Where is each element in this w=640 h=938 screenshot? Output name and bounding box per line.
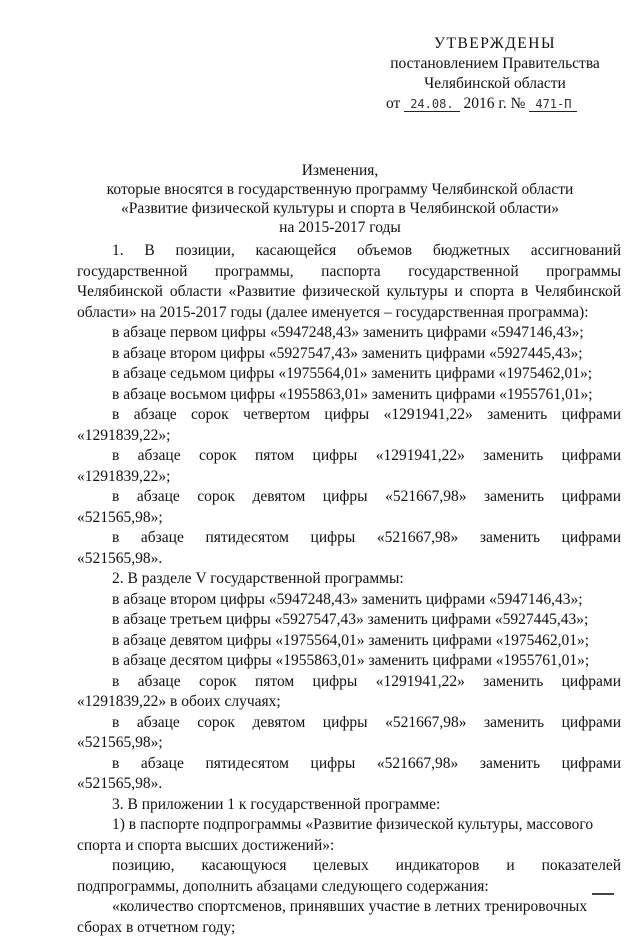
approval-date-line	[370, 94, 620, 114]
body-line: в абзаце пятидесятом цифры «521667,98» заменить цифрами	[77, 528, 621, 549]
body-line: «1291839,22» в обоих случаях;	[77, 692, 621, 713]
body-line: 1) в паспорте подпрограммы «Развитие физической культуры, массового	[77, 815, 621, 836]
body-line: «521565,98».	[77, 774, 621, 795]
body-line: 3. В приложении 1 к государственной программе:	[77, 795, 621, 816]
body-line: 1. В позиции, касающейся объемов бюджетных ассигнований	[77, 241, 621, 262]
body-line: области» на 2015-2017 годы (далее именуется – государственная программа):	[77, 303, 621, 324]
decree-number: 471-П	[529, 97, 577, 112]
decree-date: 24.08.	[404, 97, 459, 112]
body-line: в абзаце сорок девятом цифры «521667,98» заменить цифрами	[77, 487, 621, 508]
title-line: которые вносятся в государственную программу Челябинской области	[60, 180, 620, 199]
body-line: «1291839,22»;	[77, 467, 621, 488]
decree-year: 2016 г. №	[463, 95, 525, 112]
body-line: в абзаце седьмом цифры «1975564,01» заменить цифрами «1975462,01»;	[77, 364, 621, 385]
body-line: «1291839,22»;	[77, 426, 621, 447]
body-line: в абзаце сорок пятом цифры «1291941,22» заменить цифрами	[77, 446, 621, 467]
date-prefix: от	[386, 95, 400, 112]
title-line: на 2015-2017 годы	[60, 218, 620, 237]
body-line: в абзаце втором цифры «5947248,43» заменить цифрами «5947146,43»;	[77, 590, 621, 611]
body-line: государственной программы, паспорта государственной программы	[77, 262, 621, 283]
body-line: в абзаце первом цифры «5947248,43» заменить цифрами «5947146,43»;	[77, 323, 621, 344]
body-line: в абзаце восьмом цифры «1955863,01» заменить цифрами «1955761,01»;	[77, 385, 621, 406]
document-body	[77, 241, 621, 938]
approval-stamp	[370, 34, 620, 114]
document-title	[60, 161, 620, 237]
scan-mark	[592, 893, 614, 895]
approval-heading: УТВЕРЖДЕНЫ	[370, 34, 620, 54]
approval-region: Челябинской области	[370, 74, 620, 94]
body-line: в абзаце сорок девятом цифры «521667,98» заменить цифрами	[77, 713, 621, 734]
body-line: Челябинской области «Развитие физической культуры и спорта в Челябинской	[77, 282, 621, 303]
body-line: в абзаце сорок пятом цифры «1291941,22» заменить цифрами	[77, 672, 621, 693]
approval-authority: постановлением Правительства	[370, 54, 620, 74]
body-line: в абзаце девятом цифры «1975564,01» заменить цифрами «1975462,01»;	[77, 631, 621, 652]
body-line: в абзаце сорок четвертом цифры «1291941,22» заменить цифрами	[77, 405, 621, 426]
body-line: в абзаце пятидесятом цифры «521667,98» заменить цифрами	[77, 754, 621, 775]
body-line: «521565,98»;	[77, 508, 621, 529]
title-line: Изменения,	[60, 161, 620, 180]
body-line: сборах в отчетном году;	[77, 918, 621, 938]
body-line: спорта и спорта высших достижений»:	[77, 836, 621, 857]
body-line: 2. В разделе V государственной программы:	[77, 569, 621, 590]
body-line: «521565,98»;	[77, 733, 621, 754]
body-line: позицию, касающуюся целевых индикаторов и показателей	[77, 856, 621, 877]
body-line: в абзаце десятом цифры «1955863,01» заменить цифрами «1955761,01»;	[77, 651, 621, 672]
body-line: «521565,98».	[77, 549, 621, 570]
body-line: «количество спортсменов, принявших участие в летних тренировочных	[77, 897, 621, 918]
body-line: в абзаце втором цифры «5927547,43» заменить цифрами «5927445,43»;	[77, 344, 621, 365]
body-line: подпрограммы, дополнить абзацами следующего содержания:	[77, 877, 621, 898]
body-line: в абзаце третьем цифры «5927547,43» заменить цифрами «5927445,43»;	[77, 610, 621, 631]
title-line: «Развитие физической культуры и спорта в Челябинской области»	[60, 199, 620, 218]
